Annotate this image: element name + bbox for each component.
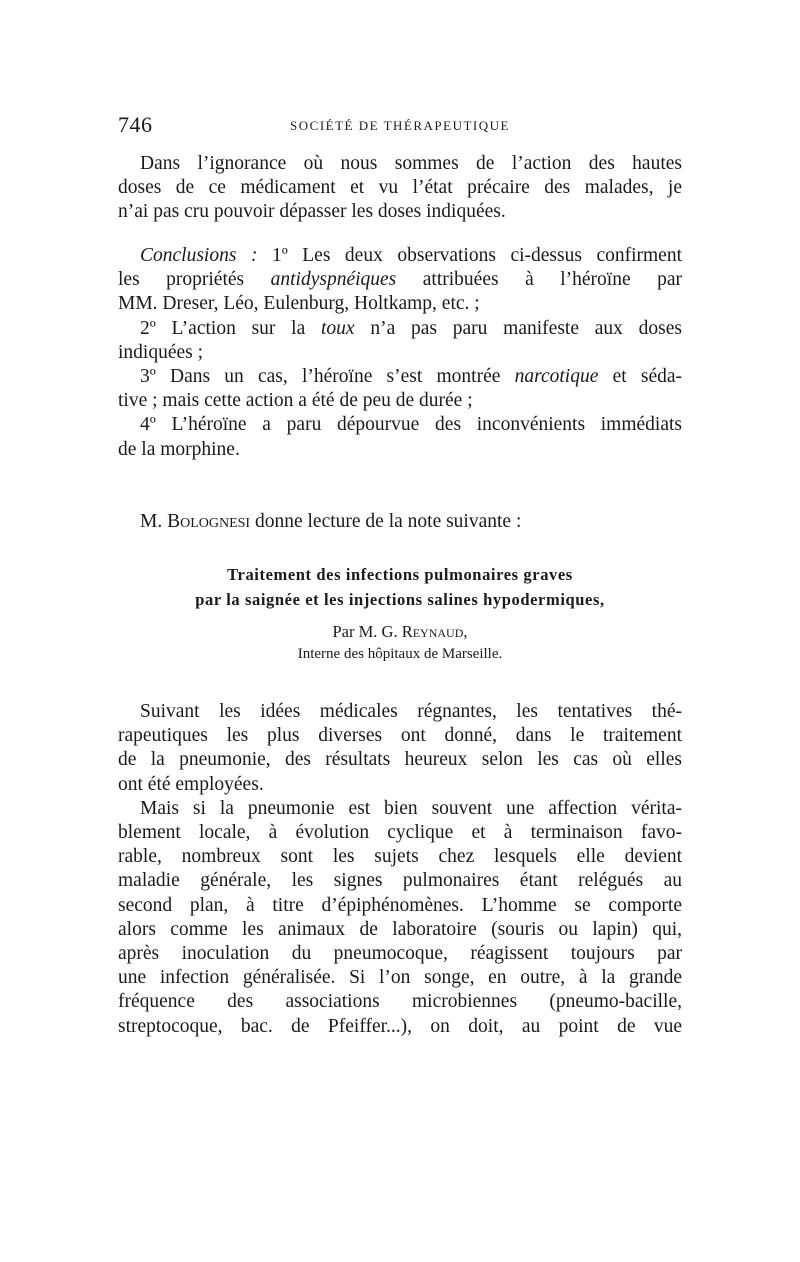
body-line: ont été employées. [118,773,264,795]
author-name: Reynaud [401,622,464,641]
body-line: une infection généralisée. Si l’on songe, en outre, à la grande [118,967,682,989]
body-line: fréquence des associations microbiennes (pneumo-bacille, [118,991,682,1013]
body-line: maladie générale, les signes pulmonaires étant relégués au [118,870,682,892]
paragraph-ignorance [118,152,682,225]
article-title-line-1: Traitement des infections pulmonaires graves [227,565,573,584]
article-body [118,700,682,1039]
conclusions-section [118,244,682,462]
page-number: 746 [118,112,153,137]
conclusion-line-8: 4º L’héroïne a paru dépourvue des inconvénients immédiats [140,414,682,436]
article-heading [118,562,682,665]
speaker-name: Bolognesi [167,511,251,532]
reading-intro [118,510,682,534]
conclusion-line-1: Conclusions : 1º Les deux observations ci-dessus confirment [140,245,682,266]
running-title: SOCIÉTÉ DE THÉRAPEUTIQUE [290,118,510,133]
text-line: doses de ce médicament et vu l’état précaire des malades, je [118,177,682,199]
body-line: Mais si la pneumonie est bien souvent une affection vérita- [140,797,682,819]
conclusion-line-2: les propriétés antidyspnéiques attribuées à l’héroïne par [118,269,682,291]
body-line: après inoculation du pneumocoque, réagissent toujours par [118,943,682,965]
page-header [118,112,682,140]
body-line: rable, nombreux sont les sujets chez lesquels elle devient [118,846,682,868]
article-author: Par M. G. Reynaud, [332,622,468,641]
conclusion-line-9: de la morphine. [118,438,240,460]
text-line: Dans l’ignorance où nous sommes de l’action des hautes [140,153,682,174]
conclusion-line-5: indiquées ; [118,341,204,363]
author-affiliation: Interne des hôpitaux de Marseille. [297,646,503,662]
intro-line: M. Bolognesi donne lecture de la note suivante : [140,511,522,532]
conclusion-line-6: 3º Dans un cas, l’héroïne s’est montrée narcotique et séda- [140,366,682,388]
body-line: alors comme les animaux de laboratoire (souris ou lapin) qui, [118,918,682,940]
article-title-line-2: par la saignée et les injections salines hypodermiques, [195,590,605,609]
body-line: second plan, à titre d’épiphénomènes. L’homme se comporte [118,894,682,916]
conclusion-line-4: 2º L’action sur la toux n’a pas paru manifeste aux doses [140,317,682,339]
body-line: de la pneumonie, des résultats heureux selon les cas où elles [118,749,682,771]
body-line: rapeutiques les plus diverses ont donné, dans le traitement [118,725,682,747]
conclusion-line-3: MM. Dreser, Léo, Eulenburg, Holtkamp, etc. ; [118,293,480,315]
text-line: n’ai pas cru pouvoir dépasser les doses indiquées. [118,201,506,223]
body-line: blement locale, à évolution cyclique et à terminaison favo- [118,822,682,844]
body-line: Suivant les idées médicales régnantes, les tentatives thé- [140,701,682,722]
conclusion-line-7: tive ; mais cette action a été de peu de durée ; [118,390,473,412]
body-line: streptocoque, bac. de Pfeiffer...), on doit, au point de vue [118,1015,682,1037]
conclusions-label: Conclusions : [140,245,258,266]
